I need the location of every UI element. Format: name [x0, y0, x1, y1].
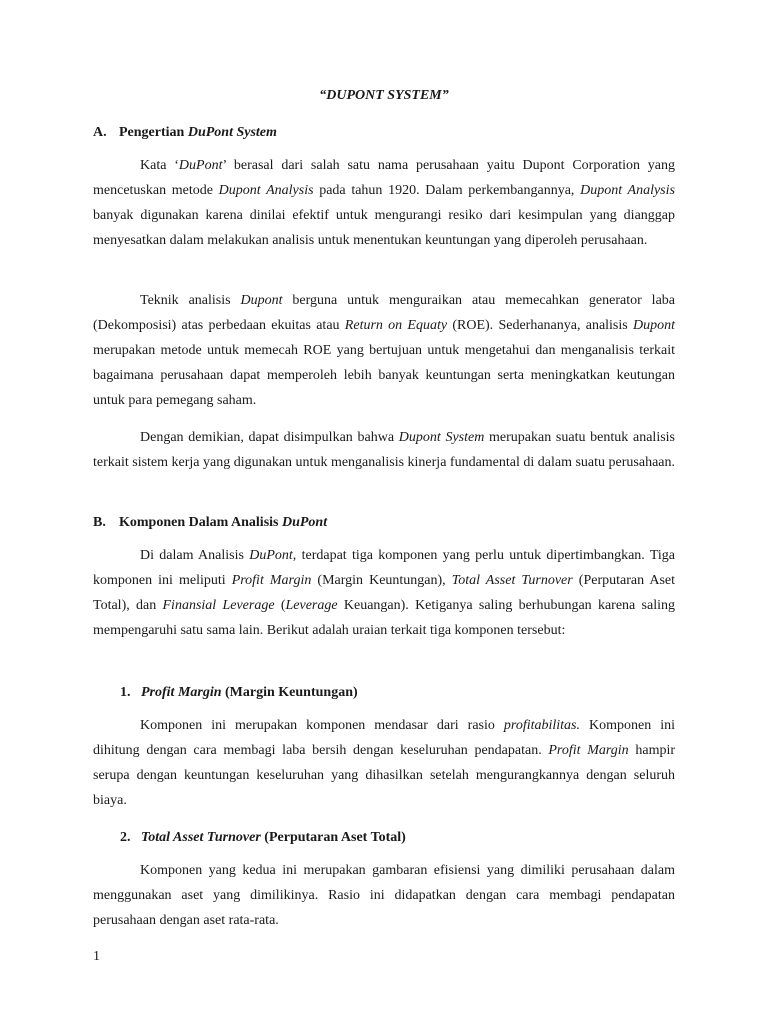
section-title — [119, 515, 327, 530]
text-run: Komponen ini merupakan komponen mendasar dari rasio — [140, 718, 504, 733]
text-run: Komponen ini dihitung dengan cara membagi laba bersih dengan keseluruhan pendapatan. — [93, 718, 675, 758]
text-run: merupakan metode untuk memecah ROE yang bertujuan untuk mengetahui dan menganalisis terkait bagaimana perusahaan dapat memperoleh lebih banyak keuntungan serta meningkatkan keutungan untuk para pemegang saham. — [93, 343, 675, 408]
italic-text-run: Profit Margin — [548, 743, 629, 758]
paragraph-profit-margin — [93, 713, 675, 813]
italic-text-run: Profit Margin — [231, 573, 312, 588]
text-run: (ROE). Sederhananya, analisis — [447, 318, 633, 333]
text-run: Dengan demikian, dapat disimpulkan bahwa — [140, 430, 399, 445]
text-run: banyak digunakan karena dinilai efektif untuk mengurangi resiko dari kesimpulan yang dianggap menyesatkan dalam melakukan analisis untuk menentukan keuntungan yang diperoleh perusahaan. — [93, 208, 675, 248]
text-run: Kata ‘ — [140, 158, 179, 173]
text-run: Di dalam Analisis — [140, 548, 250, 563]
subheading-profit-margin — [120, 684, 680, 702]
paragraph-total-asset-turnover — [93, 858, 675, 933]
italic-text-run: Finansial Leverage — [162, 598, 275, 613]
page-number: 1 — [93, 949, 100, 964]
italic-text-run: Leverage — [285, 598, 338, 613]
italic-text-run: Return on Equaty — [344, 318, 448, 333]
subheading-title — [141, 830, 406, 845]
italic-text-run: DuPont — [178, 158, 223, 173]
text-run: pada tahun 1920. Dalam perkembangannya, — [313, 183, 581, 198]
paragraph-pengertian-3 — [93, 425, 675, 475]
text-run: berguna untuk menguraikan atau memecahkan generator laba (Dekomposisi) atas perbedaan ekuitas atau — [93, 293, 676, 333]
text-run: (Perputaran Aset Total) — [260, 830, 406, 845]
subheading-total-asset-turnover — [120, 829, 680, 847]
section-number: A. — [93, 125, 107, 140]
italic-text-run: Total Asset Turnover — [451, 573, 573, 588]
italic-text-run: profitabilitas. — [503, 718, 580, 733]
text-run: ( — [274, 598, 286, 613]
text-run: (Margin Keuntungan), — [311, 573, 452, 588]
list-number: 2. — [120, 830, 131, 845]
italic-text-run: Dupont Analysis — [218, 183, 314, 198]
italic-text-run: Dupont System — [398, 430, 485, 445]
list-number: 1. — [120, 685, 131, 700]
section-heading-b — [93, 514, 693, 532]
text-run: Komponen Dalam Analisis — [119, 515, 282, 530]
section-title — [119, 125, 277, 140]
document-title: “DUPONT SYSTEM” — [319, 88, 449, 103]
paragraph-komponen-intro — [93, 543, 675, 643]
italic-text-run: Profit Margin — [141, 685, 222, 700]
italic-text-run: Dupont — [240, 293, 283, 308]
text-run: Pengertian — [119, 125, 188, 140]
text-run: Komponen yang kedua ini merupakan gambaran efisiensi yang dimiliki perusahaan dalam menggunakan aset yang dimilikinya. Rasio ini didapatkan dengan cara membagi pendapatan perusahaan dengan aset rata-rata. — [93, 863, 675, 928]
text-run: hampir serupa dengan keuntungan keseluruhan yang dihasilkan setelah mengurangkannya dengan seluruh biaya. — [93, 743, 676, 808]
text-run: terdapat tiga komponen yang perlu untuk dipertimbangkan. Tiga komponen ini meliputi — [93, 548, 676, 588]
text-run: (Perputaran Aset Total), dan — [93, 573, 676, 613]
text-run: Keuangan). Ketiganya saling berhubungan karena saling mempengaruhi satu sama lain. Berikut adalah uraian terkait tiga komponen tersebut: — [93, 598, 675, 638]
text-run: (Margin Keuntungan) — [221, 685, 358, 700]
italic-text-run: Total Asset Turnover — [141, 830, 261, 845]
italic-text-run: DuPont System — [187, 125, 277, 140]
italic-text-run: DuPont, — [249, 548, 297, 563]
italic-text-run: DuPont — [281, 515, 328, 530]
section-heading-a — [93, 124, 693, 142]
paragraph-pengertian-1 — [93, 153, 675, 253]
text-run: merupakan suatu bentuk analisis terkait sistem kerja yang digunakan untuk menganalisis kinerja fundamental di dalam suatu perusahaan. — [93, 430, 675, 470]
text-run: Teknik analisis — [140, 293, 241, 308]
subheading-title — [141, 685, 358, 700]
paragraph-pengertian-2 — [93, 288, 675, 413]
italic-text-run: Dupont Analysis — [580, 183, 675, 198]
italic-text-run: Dupont — [633, 318, 675, 333]
text-run: ’ berasal dari salah satu nama perusahaan yaitu Dupont Corporation yang mencetuskan metode — [93, 158, 676, 198]
section-number: B. — [93, 515, 106, 530]
